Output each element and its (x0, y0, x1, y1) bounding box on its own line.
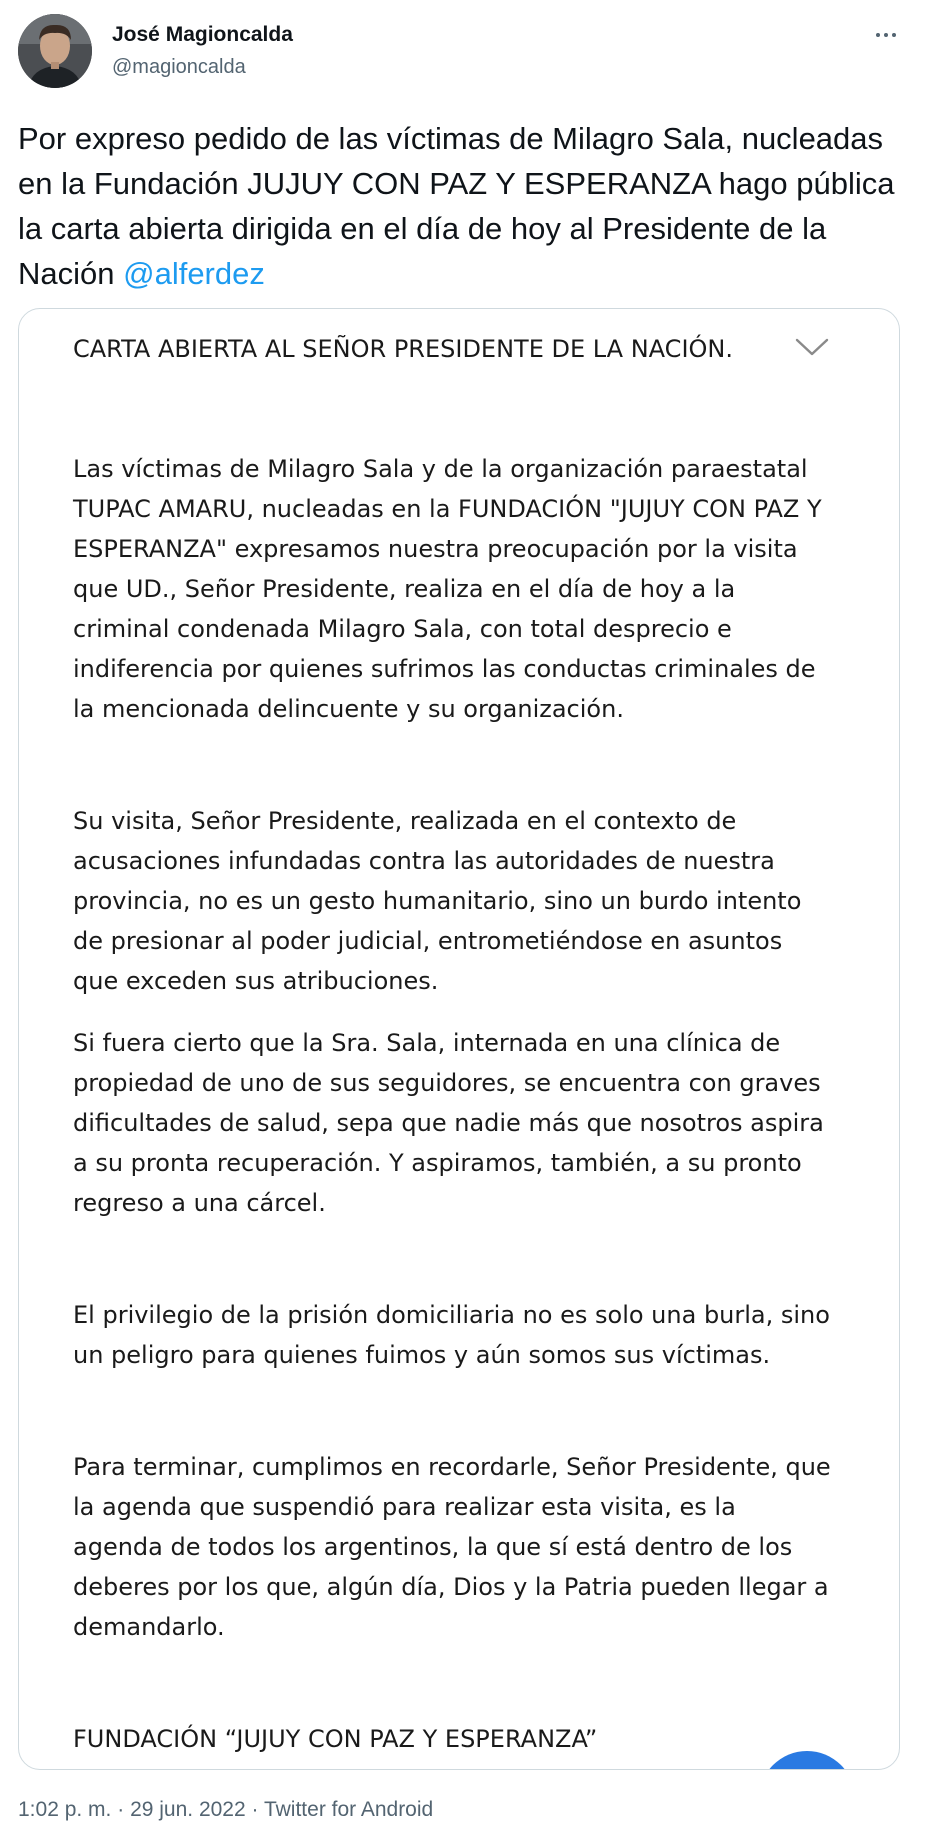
user-avatar-icon (18, 14, 92, 88)
tweet-header (18, 14, 908, 90)
ellipsis-icon (892, 33, 896, 37)
tweet-metadata (18, 1796, 433, 1824)
author-name[interactable]: José Magioncalda (112, 23, 293, 46)
tweet-body: Por expreso pedido de las víctimas de Milagro Sala, nucleadas en la Fundación JUJUY CON PAZ Y ESPERANZA hago pública la carta abierta dirigida en el día de hoy al Presidente de la Nación (18, 121, 895, 291)
open-letter (73, 329, 833, 1759)
letter-signature: FUNDACIÓN “JUJUY CON PAZ Y ESPERANZA” (73, 1725, 598, 1753)
author-avatar[interactable] (18, 14, 92, 88)
meta-separator: · (245, 1798, 264, 1821)
ellipsis-icon (876, 33, 880, 37)
letter-paragraph: Si fuera cierto que la Sra. Sala, internada en una clínica de propiedad de uno de sus seguidores, se encuentra con graves dificultades de salud, sepa que nadie más que nosotros aspira a su pronta recuperación. Y aspiramos, también, a su pronto regreso a una cárcel. (73, 1029, 824, 1217)
tweet-time[interactable]: 1:02 p. m. (18, 1798, 112, 1821)
author-handle[interactable]: @magioncalda (112, 56, 246, 78)
mention-link[interactable]: @alferdez (123, 256, 265, 291)
letter-paragraph: Su visita, Señor Presidente, realizada en el contexto de acusaciones infundadas contra las autoridades de nuestra provincia, no es un gesto humanitario, sino un burdo intento de presionar al poder judicial, entrometiéndose en asuntos que exceden sus atribuciones. (73, 807, 802, 995)
letter-title: CARTA ABIERTA AL SEÑOR PRESIDENTE DE LA NACIÓN. (73, 335, 733, 363)
letter-paragraph: El privilegio de la prisión domiciliaria no es solo una burla, sino un peligro para quienes fuimos y aún somos sus víctimas. (73, 1301, 830, 1369)
tweet-date[interactable]: 29 jun. 2022 (130, 1798, 246, 1821)
ellipsis-icon (884, 33, 888, 37)
tweet-media-image[interactable] (18, 308, 900, 1770)
letter-paragraph: Para terminar, cumplimos en recordarle, Señor Presidente, que la agenda que suspendió para realizar esta visita, es la agenda de todos los argentinos, la que sí está dentro de los deberes por los que, algún día, Dios y la Patria pueden llegar a demandarlo. (73, 1453, 831, 1641)
tweet-text (18, 116, 908, 296)
tweet-source[interactable]: Twitter for Android (263, 1798, 434, 1821)
meta-separator: · (111, 1798, 131, 1821)
letter-paragraph: Las víctimas de Milagro Sala y de la organización paraestatal TUPAC AMARU, nucleadas en la FUNDACIÓN "JUJUY CON PAZ Y ESPERANZA" expresamos nuestra preocupación por la visita que UD., Señor Presidente, realiza en el día de hoy a la criminal condenada Milagro Sala, con total desprecio e indiferencia por quienes sufrimos las conductas criminales de la mencionada delincuente y su organización. (73, 455, 822, 723)
more-options-button[interactable] (866, 20, 906, 50)
